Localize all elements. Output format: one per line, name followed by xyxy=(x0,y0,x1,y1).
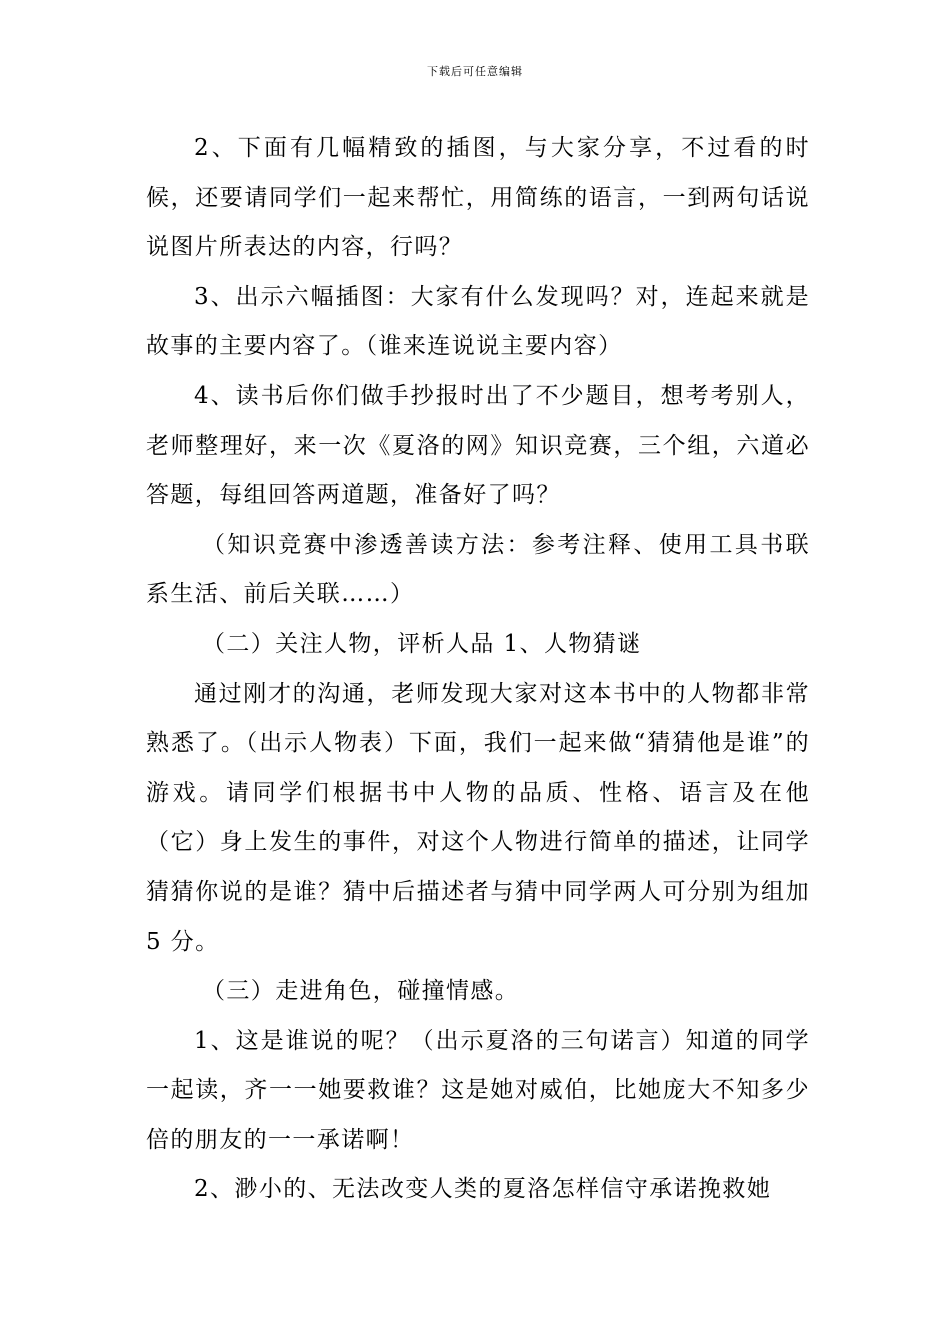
page-header: 下载后可任意编辑 xyxy=(427,65,523,78)
paragraph-4: （知识竞赛中渗透善读方法：参考注释、使用工具书联系生活、前后关联……） xyxy=(146,531,810,608)
paragraph-8: 1、这是谁说的呢？（出示夏洛的三句诺言）知道的同学一起读，齐一一她要救谁？这是她对威伯，比她庞大不知多少倍的朋友的一一承诺啊！ xyxy=(146,1027,810,1153)
paragraph-3: 4、读书后你们做手抄报时出了不少题目，想考考别人，老师整理好，来一次《夏洛的网》知识竞赛，三个组，六道必答题，每组回答两道题，准备好了吗？ xyxy=(146,382,810,509)
paragraph-2: 3、出示六幅插图：大家有什么发现吗？对，连起来就是故事的主要内容了。（谁来连说说主要内容） xyxy=(146,283,810,360)
paragraph-9: 2、渺小的、无法改变人类的夏洛怎样信守承诺挽救她 xyxy=(194,1176,772,1203)
paragraph-6: 通过刚才的沟通，老师发现大家对这本书中的人物都非常熟悉了。（出示人物表）下面，我们一起来做“猜猜他是谁”的游戏。请同学们根据书中人物的品质、性格、语言及在他（它）身上发生的事件，对这个人物进行简单的描述，让同学猜猜你说的是谁？猜中后描述者与猜中同学两人可分别为组加 5 分。 xyxy=(146,680,810,955)
paragraph-1: 2、下面有几幅精致的插图，与大家分享，不过看的时候，还要请同学们一起来帮忙，用简练的语言，一到两句话说说图片所表达的内容，行吗？ xyxy=(146,135,810,261)
section-heading-2: （二）关注人物，评析人品 1、人物猜谜 xyxy=(202,630,642,657)
document-body xyxy=(146,124,810,1215)
section-heading-3: （三）走进角色，碰撞情感。 xyxy=(202,978,520,1005)
